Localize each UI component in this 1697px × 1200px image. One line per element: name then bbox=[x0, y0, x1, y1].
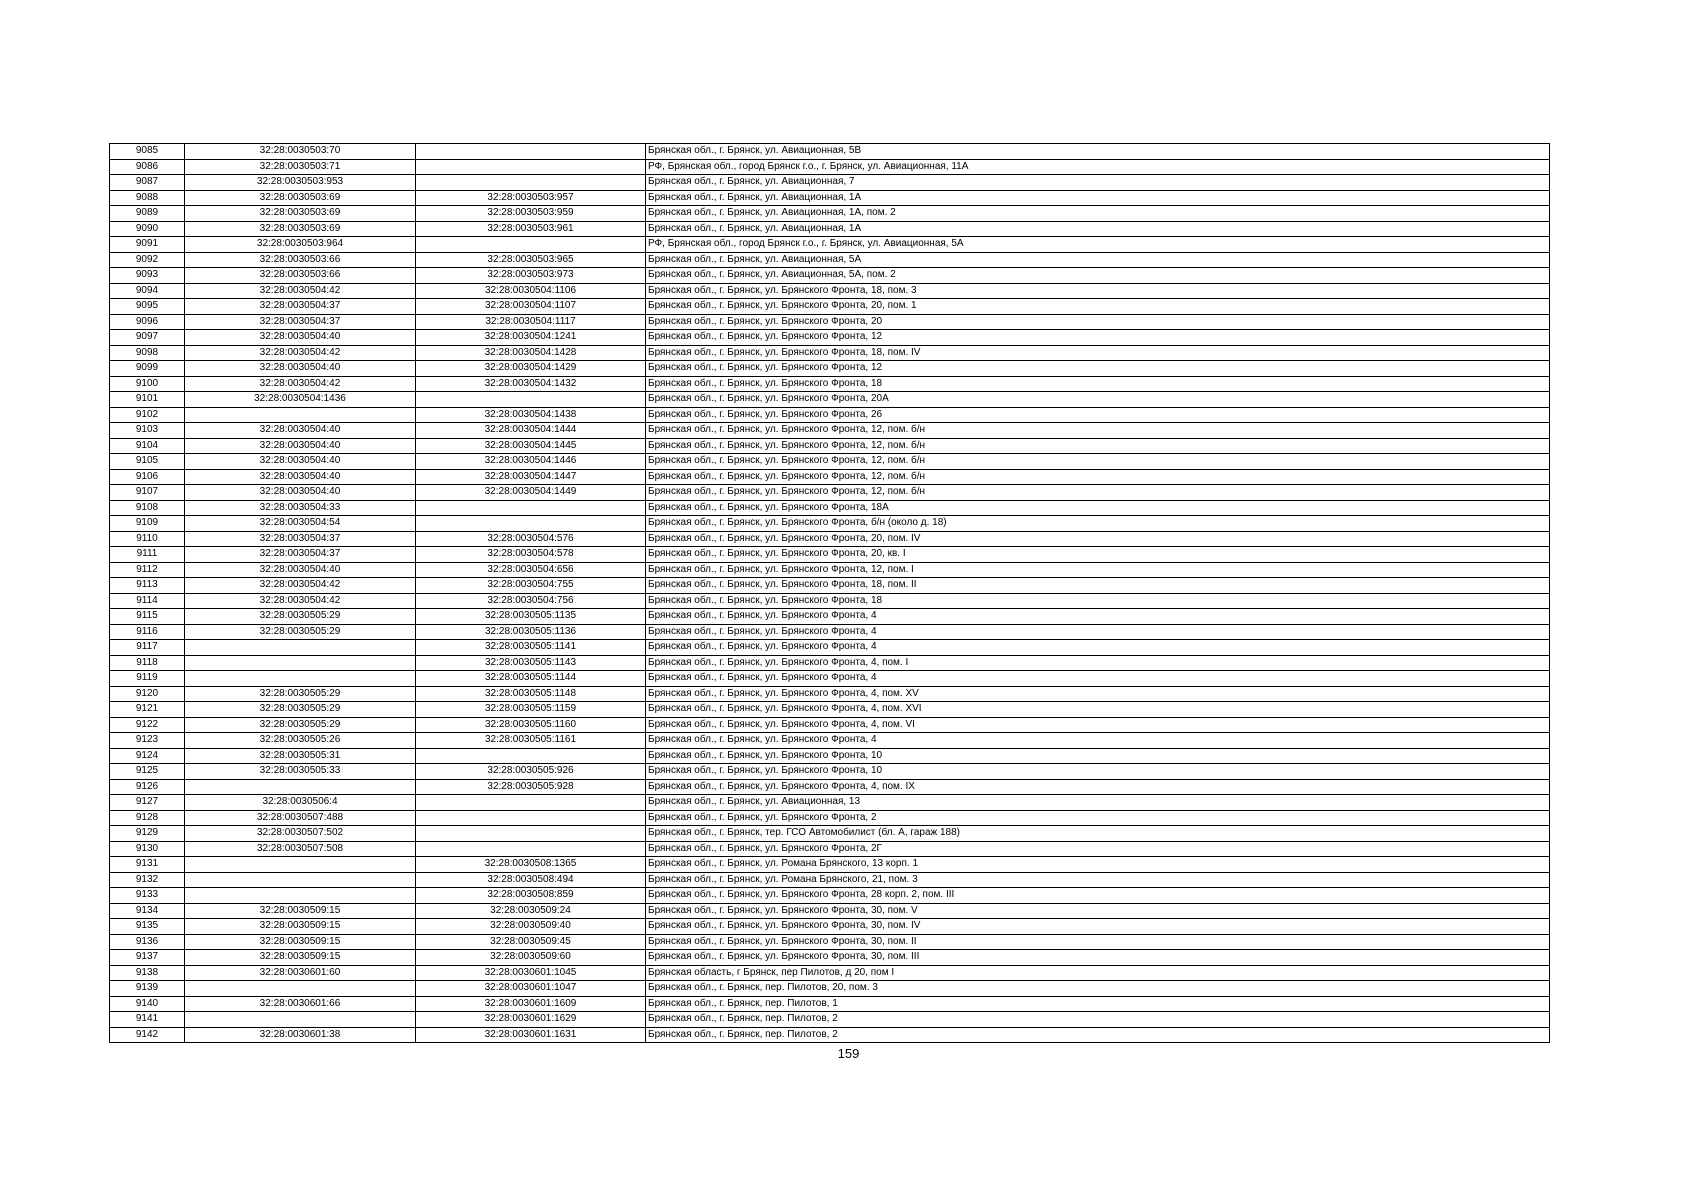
table-row bbox=[110, 485, 1550, 501]
object-cadastral-number-cell bbox=[416, 795, 646, 811]
table-row bbox=[110, 407, 1550, 423]
land-cadastral-number-cell bbox=[185, 888, 416, 904]
object-cadastral-number-cell: 32:28:0030505:1144 bbox=[416, 671, 646, 687]
row-number-cell: 9136 bbox=[110, 934, 185, 950]
table-row bbox=[110, 903, 1550, 919]
row-number-cell: 9095 bbox=[110, 299, 185, 315]
object-cadastral-number-cell: 32:28:0030505:928 bbox=[416, 779, 646, 795]
land-cadastral-number-cell: 32:28:0030504:40 bbox=[185, 469, 416, 485]
land-cadastral-number-cell: 32:28:0030504:40 bbox=[185, 485, 416, 501]
table-row bbox=[110, 826, 1550, 842]
row-number-cell: 9085 bbox=[110, 144, 185, 160]
land-cadastral-number-cell: 32:28:0030505:29 bbox=[185, 624, 416, 640]
table-row bbox=[110, 764, 1550, 780]
land-cadastral-number-cell: 32:28:0030503:69 bbox=[185, 221, 416, 237]
land-cadastral-number-cell: 32:28:0030505:29 bbox=[185, 717, 416, 733]
row-number-cell: 9105 bbox=[110, 454, 185, 470]
table-row bbox=[110, 454, 1550, 470]
land-cadastral-number-cell: 32:28:0030509:15 bbox=[185, 934, 416, 950]
table-row bbox=[110, 469, 1550, 485]
land-cadastral-number-cell: 32:28:0030504:1436 bbox=[185, 392, 416, 408]
address-cell: РФ, Брянская обл., город Брянск г.о., г. Брянск, ул. Авиационная, 5А bbox=[646, 237, 1550, 253]
object-cadastral-number-cell: 32:28:0030503:973 bbox=[416, 268, 646, 284]
object-cadastral-number-cell bbox=[416, 516, 646, 532]
table-row bbox=[110, 996, 1550, 1012]
land-cadastral-number-cell: 32:28:0030504:42 bbox=[185, 283, 416, 299]
object-cadastral-number-cell bbox=[416, 175, 646, 191]
land-cadastral-number-cell: 32:28:0030504:37 bbox=[185, 547, 416, 563]
table-row bbox=[110, 252, 1550, 268]
land-cadastral-number-cell: 32:28:0030505:31 bbox=[185, 748, 416, 764]
object-cadastral-number-cell: 32:28:0030504:578 bbox=[416, 547, 646, 563]
land-cadastral-number-cell: 32:28:0030503:66 bbox=[185, 268, 416, 284]
object-cadastral-number-cell: 32:28:0030505:1161 bbox=[416, 733, 646, 749]
address-cell: Брянская обл., г. Брянск, пер. Пилотов, 1 bbox=[646, 996, 1550, 1012]
address-cell: Брянская обл., г. Брянск, ул. Брянского Фронта, 18 bbox=[646, 593, 1550, 609]
land-cadastral-number-cell: 32:28:0030504:42 bbox=[185, 345, 416, 361]
address-cell: Брянская обл., г. Брянск, ул. Авиационная, 5А bbox=[646, 252, 1550, 268]
address-cell: Брянская обл., г. Брянск, ул. Брянского Фронта, 4 bbox=[646, 624, 1550, 640]
table-row bbox=[110, 609, 1550, 625]
table-row bbox=[110, 1012, 1550, 1028]
address-cell: Брянская обл., г. Брянск, ул. Брянского Фронта, 12, пом. I bbox=[646, 562, 1550, 578]
object-cadastral-number-cell: 32:28:0030601:1629 bbox=[416, 1012, 646, 1028]
land-cadastral-number-cell: 32:28:0030507:488 bbox=[185, 810, 416, 826]
object-cadastral-number-cell: 32:28:0030503:961 bbox=[416, 221, 646, 237]
object-cadastral-number-cell: 32:28:0030505:926 bbox=[416, 764, 646, 780]
address-cell: Брянская обл., г. Брянск, ул. Брянского Фронта, 20А bbox=[646, 392, 1550, 408]
object-cadastral-number-cell: 32:28:0030504:1428 bbox=[416, 345, 646, 361]
object-cadastral-number-cell: 32:28:0030504:1106 bbox=[416, 283, 646, 299]
object-cadastral-number-cell: 32:28:0030503:965 bbox=[416, 252, 646, 268]
object-cadastral-number-cell bbox=[416, 237, 646, 253]
land-cadastral-number-cell: 32:28:0030504:37 bbox=[185, 299, 416, 315]
land-cadastral-number-cell: 32:28:0030504:37 bbox=[185, 531, 416, 547]
row-number-cell: 9110 bbox=[110, 531, 185, 547]
table-row bbox=[110, 314, 1550, 330]
address-cell: Брянская обл., г. Брянск, ул. Брянского Фронта, 10 bbox=[646, 764, 1550, 780]
land-cadastral-number-cell: 32:28:0030505:29 bbox=[185, 609, 416, 625]
object-cadastral-number-cell: 32:28:0030505:1135 bbox=[416, 609, 646, 625]
address-cell: Брянская обл., г. Брянск, ул. Брянского Фронта, 4, пом. XVI bbox=[646, 702, 1550, 718]
table-row bbox=[110, 624, 1550, 640]
row-number-cell: 9104 bbox=[110, 438, 185, 454]
row-number-cell: 9126 bbox=[110, 779, 185, 795]
row-number-cell: 9093 bbox=[110, 268, 185, 284]
land-cadastral-number-cell: 32:28:0030503:69 bbox=[185, 190, 416, 206]
row-number-cell: 9122 bbox=[110, 717, 185, 733]
table-row bbox=[110, 671, 1550, 687]
land-cadastral-number-cell: 32:28:0030503:69 bbox=[185, 206, 416, 222]
row-number-cell: 9116 bbox=[110, 624, 185, 640]
table-row bbox=[110, 159, 1550, 175]
land-cadastral-number-cell: 32:28:0030504:40 bbox=[185, 562, 416, 578]
address-cell: Брянская обл., г. Брянск, ул. Брянского Фронта, 4 bbox=[646, 733, 1550, 749]
row-number-cell: 9139 bbox=[110, 981, 185, 997]
table-row bbox=[110, 686, 1550, 702]
table-row bbox=[110, 190, 1550, 206]
land-cadastral-number-cell: 32:28:0030509:15 bbox=[185, 950, 416, 966]
address-cell: Брянская обл., г. Брянск, ул. Брянского Фронта, 18, пом. II bbox=[646, 578, 1550, 594]
object-cadastral-number-cell: 32:28:0030508:494 bbox=[416, 872, 646, 888]
table-row bbox=[110, 841, 1550, 857]
row-number-cell: 9140 bbox=[110, 996, 185, 1012]
address-cell: Брянская обл., г. Брянск, ул. Брянского Фронта, 4 bbox=[646, 640, 1550, 656]
address-cell: Брянская обл., г. Брянск, ул. Брянского Фронта, 4, пом. VI bbox=[646, 717, 1550, 733]
table-row bbox=[110, 531, 1550, 547]
table-row bbox=[110, 640, 1550, 656]
object-cadastral-number-cell: 32:28:0030509:24 bbox=[416, 903, 646, 919]
row-number-cell: 9133 bbox=[110, 888, 185, 904]
address-cell: Брянская обл., г. Брянск, пер. Пилотов, 2 bbox=[646, 1027, 1550, 1043]
row-number-cell: 9121 bbox=[110, 702, 185, 718]
table-row bbox=[110, 919, 1550, 935]
object-cadastral-number-cell: 32:28:0030601:1631 bbox=[416, 1027, 646, 1043]
address-cell: Брянская обл., г. Брянск, ул. Брянского Фронта, 4 bbox=[646, 609, 1550, 625]
address-cell: Брянская обл., г. Брянск, ул. Авиационная, 5В bbox=[646, 144, 1550, 160]
row-number-cell: 9102 bbox=[110, 407, 185, 423]
address-cell: Брянская обл., г. Брянск, ул. Брянского Фронта, 30, пом. V bbox=[646, 903, 1550, 919]
land-cadastral-number-cell: 32:28:0030504:42 bbox=[185, 578, 416, 594]
table-row bbox=[110, 562, 1550, 578]
object-cadastral-number-cell: 32:28:0030601:1609 bbox=[416, 996, 646, 1012]
address-cell: Брянская область, г Брянск, пер Пилотов, д 20, пом I bbox=[646, 965, 1550, 981]
land-cadastral-number-cell: 32:28:0030504:42 bbox=[185, 376, 416, 392]
address-cell: Брянская обл., г. Брянск, ул. Брянского Фронта, 20, пом. IV bbox=[646, 531, 1550, 547]
land-cadastral-number-cell: 32:28:0030503:70 bbox=[185, 144, 416, 160]
address-cell: Брянская обл., г. Брянск, ул. Авиационная, 1А, пом. 2 bbox=[646, 206, 1550, 222]
table-row bbox=[110, 376, 1550, 392]
address-cell: Брянская обл., г. Брянск, ул. Брянского Фронта, 18А bbox=[646, 500, 1550, 516]
table-row bbox=[110, 206, 1550, 222]
address-cell: Брянская обл., г. Брянск, ул. Брянского Фронта, 12, пом. б/н bbox=[646, 485, 1550, 501]
land-cadastral-number-cell bbox=[185, 872, 416, 888]
row-number-cell: 9088 bbox=[110, 190, 185, 206]
row-number-cell: 9129 bbox=[110, 826, 185, 842]
land-cadastral-number-cell bbox=[185, 779, 416, 795]
land-cadastral-number-cell bbox=[185, 407, 416, 423]
address-cell: Брянская обл., г. Брянск, ул. Брянского Фронта, 12, пом. б/н bbox=[646, 469, 1550, 485]
table-row bbox=[110, 268, 1550, 284]
land-cadastral-number-cell: 32:28:0030504:33 bbox=[185, 500, 416, 516]
row-number-cell: 9127 bbox=[110, 795, 185, 811]
address-cell: Брянская обл., г. Брянск, ул. Брянского Фронта, 4, пом. I bbox=[646, 655, 1550, 671]
address-cell: Брянская обл., г. Брянск, ул. Брянского Фронта, 20 bbox=[646, 314, 1550, 330]
object-cadastral-number-cell: 32:28:0030504:1432 bbox=[416, 376, 646, 392]
address-cell: Брянская обл., г. Брянск, ул. Авиационная, 5А, пом. 2 bbox=[646, 268, 1550, 284]
table-row bbox=[110, 1027, 1550, 1043]
land-cadastral-number-cell: 32:28:0030507:502 bbox=[185, 826, 416, 842]
row-number-cell: 9119 bbox=[110, 671, 185, 687]
object-cadastral-number-cell bbox=[416, 159, 646, 175]
row-number-cell: 9106 bbox=[110, 469, 185, 485]
table-row bbox=[110, 965, 1550, 981]
address-cell: Брянская обл., г. Брянск, ул. Брянского Фронта, 26 bbox=[646, 407, 1550, 423]
address-cell: Брянская обл., г. Брянск, ул. Романа Брянского, 13 корп. 1 bbox=[646, 857, 1550, 873]
row-number-cell: 9138 bbox=[110, 965, 185, 981]
object-cadastral-number-cell: 32:28:0030505:1141 bbox=[416, 640, 646, 656]
land-cadastral-number-cell: 32:28:0030601:60 bbox=[185, 965, 416, 981]
row-number-cell: 9111 bbox=[110, 547, 185, 563]
table-row bbox=[110, 330, 1550, 346]
land-cadastral-number-cell: 32:28:0030503:71 bbox=[185, 159, 416, 175]
row-number-cell: 9115 bbox=[110, 609, 185, 625]
object-cadastral-number-cell: 32:28:0030504:1117 bbox=[416, 314, 646, 330]
row-number-cell: 9125 bbox=[110, 764, 185, 780]
page-number: 159 bbox=[837, 1046, 860, 1061]
table-row bbox=[110, 175, 1550, 191]
object-cadastral-number-cell bbox=[416, 841, 646, 857]
object-cadastral-number-cell: 32:28:0030509:45 bbox=[416, 934, 646, 950]
object-cadastral-number-cell: 32:28:0030504:755 bbox=[416, 578, 646, 594]
land-cadastral-number-cell: 32:28:0030509:15 bbox=[185, 903, 416, 919]
row-number-cell: 9120 bbox=[110, 686, 185, 702]
object-cadastral-number-cell: 32:28:0030505:1148 bbox=[416, 686, 646, 702]
land-cadastral-number-cell: 32:28:0030504:37 bbox=[185, 314, 416, 330]
table-row bbox=[110, 516, 1550, 532]
land-cadastral-number-cell: 32:28:0030601:38 bbox=[185, 1027, 416, 1043]
table-row bbox=[110, 547, 1550, 563]
object-cadastral-number-cell: 32:28:0030504:1449 bbox=[416, 485, 646, 501]
row-number-cell: 9103 bbox=[110, 423, 185, 439]
table-row bbox=[110, 578, 1550, 594]
object-cadastral-number-cell: 32:28:0030509:40 bbox=[416, 919, 646, 935]
row-number-cell: 9142 bbox=[110, 1027, 185, 1043]
land-cadastral-number-cell: 32:28:0030506:4 bbox=[185, 795, 416, 811]
row-number-cell: 9118 bbox=[110, 655, 185, 671]
land-cadastral-number-cell: 32:28:0030505:33 bbox=[185, 764, 416, 780]
row-number-cell: 9137 bbox=[110, 950, 185, 966]
table-row bbox=[110, 423, 1550, 439]
address-cell: Брянская обл., г. Брянск, ул. Брянского Фронта, 28 корп. 2, пом. III bbox=[646, 888, 1550, 904]
row-number-cell: 9089 bbox=[110, 206, 185, 222]
address-cell: Брянская обл., г. Брянск, ул. Брянского Фронта, 30, пом. III bbox=[646, 950, 1550, 966]
object-cadastral-number-cell: 32:28:0030504:756 bbox=[416, 593, 646, 609]
address-cell: Брянская обл., г. Брянск, тер. ГСО Автомобилист (бл. А, гараж 188) bbox=[646, 826, 1550, 842]
land-cadastral-number-cell bbox=[185, 655, 416, 671]
land-cadastral-number-cell: 32:28:0030504:40 bbox=[185, 423, 416, 439]
object-cadastral-number-cell: 32:28:0030601:1045 bbox=[416, 965, 646, 981]
row-number-cell: 9123 bbox=[110, 733, 185, 749]
address-cell: Брянская обл., г. Брянск, ул. Брянского Фронта, 12, пом. б/н bbox=[646, 454, 1550, 470]
table-row bbox=[110, 283, 1550, 299]
row-number-cell: 9100 bbox=[110, 376, 185, 392]
object-cadastral-number-cell bbox=[416, 826, 646, 842]
address-cell: Брянская обл., г. Брянск, ул. Брянского Фронта, 18, пом. IV bbox=[646, 345, 1550, 361]
table-row bbox=[110, 144, 1550, 160]
object-cadastral-number-cell: 32:28:0030505:1159 bbox=[416, 702, 646, 718]
row-number-cell: 9124 bbox=[110, 748, 185, 764]
table-row bbox=[110, 748, 1550, 764]
land-cadastral-number-cell: 32:28:0030503:953 bbox=[185, 175, 416, 191]
row-number-cell: 9109 bbox=[110, 516, 185, 532]
table-row bbox=[110, 717, 1550, 733]
row-number-cell: 9113 bbox=[110, 578, 185, 594]
object-cadastral-number-cell: 32:28:0030505:1136 bbox=[416, 624, 646, 640]
object-cadastral-number-cell: 32:28:0030601:1047 bbox=[416, 981, 646, 997]
land-cadastral-number-cell bbox=[185, 1012, 416, 1028]
land-cadastral-number-cell: 32:28:0030504:40 bbox=[185, 361, 416, 377]
row-number-cell: 9130 bbox=[110, 841, 185, 857]
object-cadastral-number-cell: 32:28:0030504:576 bbox=[416, 531, 646, 547]
address-cell: Брянская обл., г. Брянск, ул. Романа Брянского, 21, пом. 3 bbox=[646, 872, 1550, 888]
object-cadastral-number-cell: 32:28:0030505:1160 bbox=[416, 717, 646, 733]
object-cadastral-number-cell bbox=[416, 144, 646, 160]
address-cell: Брянская обл., г. Брянск, ул. Брянского Фронта, 18 bbox=[646, 376, 1550, 392]
table-row bbox=[110, 888, 1550, 904]
land-cadastral-number-cell bbox=[185, 671, 416, 687]
address-cell: Брянская обл., г. Брянск, ул. Брянского Фронта, 4 bbox=[646, 671, 1550, 687]
object-cadastral-number-cell: 32:28:0030503:959 bbox=[416, 206, 646, 222]
row-number-cell: 9098 bbox=[110, 345, 185, 361]
land-cadastral-number-cell: 32:28:0030505:29 bbox=[185, 686, 416, 702]
row-number-cell: 9117 bbox=[110, 640, 185, 656]
row-number-cell: 9091 bbox=[110, 237, 185, 253]
table-row bbox=[110, 438, 1550, 454]
row-number-cell: 9099 bbox=[110, 361, 185, 377]
object-cadastral-number-cell: 32:28:0030503:957 bbox=[416, 190, 646, 206]
address-cell: Брянская обл., г. Брянск, ул. Авиационная, 1А bbox=[646, 190, 1550, 206]
object-cadastral-number-cell: 32:28:0030504:1447 bbox=[416, 469, 646, 485]
object-cadastral-number-cell: 32:28:0030505:1143 bbox=[416, 655, 646, 671]
table-row bbox=[110, 345, 1550, 361]
row-number-cell: 9131 bbox=[110, 857, 185, 873]
table-row bbox=[110, 981, 1550, 997]
row-number-cell: 9112 bbox=[110, 562, 185, 578]
address-cell: Брянская обл., г. Брянск, пер. Пилотов, 2 bbox=[646, 1012, 1550, 1028]
address-cell: Брянская обл., г. Брянск, ул. Брянского Фронта, б/н (около д. 18) bbox=[646, 516, 1550, 532]
address-cell: Брянская обл., г. Брянск, ул. Брянского Фронта, 30, пом. II bbox=[646, 934, 1550, 950]
address-cell: Брянская обл., г. Брянск, ул. Авиационная, 1А bbox=[646, 221, 1550, 237]
table-row bbox=[110, 221, 1550, 237]
address-cell: Брянская обл., г. Брянск, пер. Пилотов, 20, пом. 3 bbox=[646, 981, 1550, 997]
land-cadastral-number-cell: 32:28:0030504:40 bbox=[185, 330, 416, 346]
table-row bbox=[110, 872, 1550, 888]
row-number-cell: 9101 bbox=[110, 392, 185, 408]
object-cadastral-number-cell: 32:28:0030504:1438 bbox=[416, 407, 646, 423]
land-cadastral-number-cell: 32:28:0030504:42 bbox=[185, 593, 416, 609]
object-cadastral-number-cell: 32:28:0030504:1446 bbox=[416, 454, 646, 470]
row-number-cell: 9096 bbox=[110, 314, 185, 330]
land-cadastral-number-cell: 32:28:0030503:964 bbox=[185, 237, 416, 253]
land-cadastral-number-cell: 32:28:0030505:29 bbox=[185, 702, 416, 718]
table-row bbox=[110, 593, 1550, 609]
table-body bbox=[110, 144, 1550, 1043]
row-number-cell: 9134 bbox=[110, 903, 185, 919]
table-row bbox=[110, 733, 1550, 749]
row-number-cell: 9141 bbox=[110, 1012, 185, 1028]
land-cadastral-number-cell bbox=[185, 857, 416, 873]
object-cadastral-number-cell bbox=[416, 748, 646, 764]
address-cell: РФ, Брянская обл., город Брянск г.о., г. Брянск, ул. Авиационная, 11А bbox=[646, 159, 1550, 175]
object-cadastral-number-cell: 32:28:0030504:1107 bbox=[416, 299, 646, 315]
table-row bbox=[110, 500, 1550, 516]
land-cadastral-number-cell bbox=[185, 981, 416, 997]
row-number-cell: 9114 bbox=[110, 593, 185, 609]
address-cell: Брянская обл., г. Брянск, ул. Брянского Фронта, 10 bbox=[646, 748, 1550, 764]
row-number-cell: 9094 bbox=[110, 283, 185, 299]
address-cell: Брянская обл., г. Брянск, ул. Брянского Фронта, 2Г bbox=[646, 841, 1550, 857]
address-cell: Брянская обл., г. Брянск, ул. Брянского Фронта, 20, кв. I bbox=[646, 547, 1550, 563]
object-cadastral-number-cell bbox=[416, 500, 646, 516]
land-cadastral-number-cell: 32:28:0030504:40 bbox=[185, 438, 416, 454]
address-cell: Брянская обл., г. Брянск, ул. Авиационная, 13 bbox=[646, 795, 1550, 811]
address-cell: Брянская обл., г. Брянск, ул. Брянского Фронта, 12, пом. б/н bbox=[646, 423, 1550, 439]
table-row bbox=[110, 779, 1550, 795]
registry-table bbox=[109, 143, 1550, 1043]
row-number-cell: 9086 bbox=[110, 159, 185, 175]
land-cadastral-number-cell: 32:28:0030505:26 bbox=[185, 733, 416, 749]
address-cell: Брянская обл., г. Брянск, ул. Брянского Фронта, 4, пом. XV bbox=[646, 686, 1550, 702]
address-cell: Брянская обл., г. Брянск, ул. Брянского Фронта, 20, пом. 1 bbox=[646, 299, 1550, 315]
table-row bbox=[110, 795, 1550, 811]
row-number-cell: 9128 bbox=[110, 810, 185, 826]
object-cadastral-number-cell: 32:28:0030504:1445 bbox=[416, 438, 646, 454]
address-cell: Брянская обл., г. Брянск, ул. Брянского Фронта, 30, пом. IV bbox=[646, 919, 1550, 935]
table-row bbox=[110, 299, 1550, 315]
row-number-cell: 9108 bbox=[110, 500, 185, 516]
table-row bbox=[110, 392, 1550, 408]
object-cadastral-number-cell: 32:28:0030508:1365 bbox=[416, 857, 646, 873]
object-cadastral-number-cell bbox=[416, 810, 646, 826]
table-row bbox=[110, 934, 1550, 950]
address-cell: Брянская обл., г. Брянск, ул. Авиационная, 7 bbox=[646, 175, 1550, 191]
table-row bbox=[110, 810, 1550, 826]
address-cell: Брянская обл., г. Брянск, ул. Брянского Фронта, 4, пом. IX bbox=[646, 779, 1550, 795]
row-number-cell: 9132 bbox=[110, 872, 185, 888]
row-number-cell: 9087 bbox=[110, 175, 185, 191]
table-row bbox=[110, 857, 1550, 873]
object-cadastral-number-cell: 32:28:0030509:60 bbox=[416, 950, 646, 966]
object-cadastral-number-cell: 32:28:0030504:656 bbox=[416, 562, 646, 578]
table-row bbox=[110, 361, 1550, 377]
address-cell: Брянская обл., г. Брянск, ул. Брянского Фронта, 12, пом. б/н bbox=[646, 438, 1550, 454]
object-cadastral-number-cell bbox=[416, 392, 646, 408]
address-cell: Брянская обл., г. Брянск, ул. Брянского Фронта, 12 bbox=[646, 361, 1550, 377]
land-cadastral-number-cell: 32:28:0030504:40 bbox=[185, 454, 416, 470]
land-cadastral-number-cell bbox=[185, 640, 416, 656]
land-cadastral-number-cell: 32:28:0030504:54 bbox=[185, 516, 416, 532]
table-row bbox=[110, 950, 1550, 966]
row-number-cell: 9090 bbox=[110, 221, 185, 237]
object-cadastral-number-cell: 32:28:0030508:859 bbox=[416, 888, 646, 904]
row-number-cell: 9092 bbox=[110, 252, 185, 268]
address-cell: Брянская обл., г. Брянск, ул. Брянского Фронта, 12 bbox=[646, 330, 1550, 346]
row-number-cell: 9135 bbox=[110, 919, 185, 935]
row-number-cell: 9107 bbox=[110, 485, 185, 501]
land-cadastral-number-cell: 32:28:0030507:508 bbox=[185, 841, 416, 857]
table-row bbox=[110, 655, 1550, 671]
object-cadastral-number-cell: 32:28:0030504:1444 bbox=[416, 423, 646, 439]
table-row bbox=[110, 237, 1550, 253]
table-row bbox=[110, 702, 1550, 718]
land-cadastral-number-cell: 32:28:0030503:66 bbox=[185, 252, 416, 268]
address-cell: Брянская обл., г. Брянск, ул. Брянского Фронта, 18, пом. 3 bbox=[646, 283, 1550, 299]
address-cell: Брянская обл., г. Брянск, ул. Брянского Фронта, 2 bbox=[646, 810, 1550, 826]
object-cadastral-number-cell: 32:28:0030504:1429 bbox=[416, 361, 646, 377]
row-number-cell: 9097 bbox=[110, 330, 185, 346]
object-cadastral-number-cell: 32:28:0030504:1241 bbox=[416, 330, 646, 346]
land-cadastral-number-cell: 32:28:0030509:15 bbox=[185, 919, 416, 935]
land-cadastral-number-cell: 32:28:0030601:66 bbox=[185, 996, 416, 1012]
